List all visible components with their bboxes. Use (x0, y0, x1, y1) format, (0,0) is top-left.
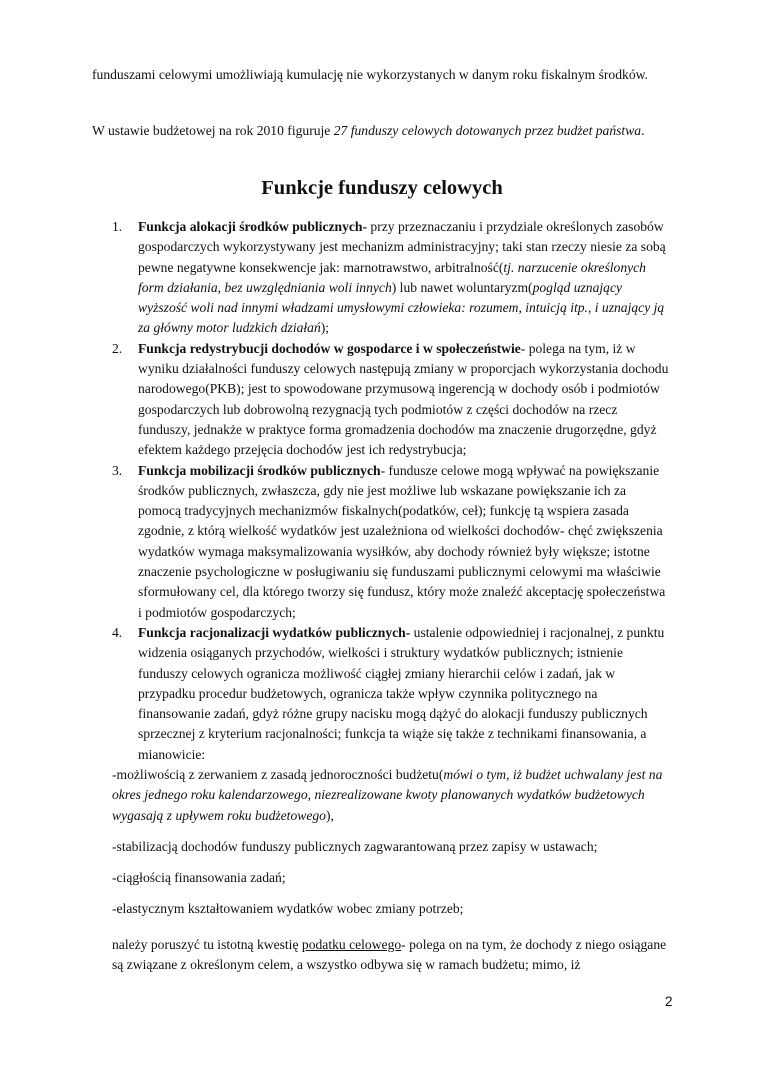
dash-italic: mówi o tym, iż budżet uchwalany jest na okres jednego roku kalendarzowego, niezrealizowane kwoty planowanych wydatków budżetowych wygasają z upływem roku budżetowego (112, 767, 663, 823)
item-text: - polega na tym, iż w wyniku działalności funduszy celowych następują zmiany w proporcjach wykorzystania dochodu narodowego(PKB); jest to spowodowane przymusową ingerencją w dochody osób i podmiotów gospodarczych lub dobrowolną rezygnacją tych podmiotów z części dochodów na rzecz funduszy, jednakże w praktyce forma gromadzenia dochodów ma znaczenie drugorzędne, gdyż efektem każdego przejęcia dochodów jest ich redystrybucja; (138, 340, 669, 458)
item-title: Funkcja redystrybucji dochodów w gospodarce i w społeczeństwie (138, 340, 521, 356)
intro-p2-italic: 27 funduszy celowych dotowanych przez budżet państwa (333, 123, 642, 138)
dash-text: -możliwością z zerwaniem z zasadą jednoroczności budżetu( (112, 767, 444, 782)
item-text: ); (320, 320, 330, 336)
list-number: 1. (112, 219, 123, 234)
section-heading: Funkcje funduszy celowych (261, 177, 503, 199)
functions-list (92, 217, 672, 765)
item-text: ustalenie odpowiedniej i racjonalnej, z punktu widzenia osiąganych przychodów, wielkości i struktury wydatków publicznych; istnienie funduszy celowych ogranicza możliwość ciągłej zmiany hierarchii celów i zadań, jak w przypadku procedur budżetowych, ogranicza także wpływ czynnika politycznego na finansowanie zadań, gdyż różne grupy nacisku mogą dążyć do alokacji funduszy publicznych sprzecznej z kryterium racjonalności; funkcja ta wiąże się także z technikami finansowania, a mianowicie: (138, 624, 665, 762)
closing-start: należy poruszyć tu istotną kwestię (112, 937, 302, 952)
list-item-rationalization (92, 623, 672, 765)
dash-end: ), (325, 807, 334, 823)
list-number: 3. (112, 462, 123, 478)
dash-text: -elastycznym kształtowaniem wydatków wobec zmiany potrzeb; (112, 901, 464, 916)
item-italic: pogląd uznający wyższość woli nad innymi władzami umysłowymi człowieka: rozumem, intuicją itp., i uznający ją za główny motor ludzkich działań (138, 279, 665, 336)
dash-item-stabilization (112, 837, 672, 857)
list-item-redistribution (92, 339, 672, 461)
intro-p2-end: . (641, 123, 645, 138)
list-item-mobilization (92, 461, 672, 623)
closing-rest: - polega on na tym, że dochody z niego osiągane są związane z określonym celem, a wszystko odbywa się w ramach budżetu; mimo, iż (112, 937, 667, 973)
intro-p2-text: W ustawie budżetowej na rok 2010 figuruje (92, 123, 334, 138)
dash-item-flexibility (112, 899, 672, 919)
item-title: Funkcja mobilizacji środków publicznych (138, 462, 381, 478)
intro-paragraph-1: funduszami celowymi umożliwiają kumulację nie wykorzystanych w danym roku fiskalnym środków. (92, 67, 648, 82)
dash-item-continuity (112, 868, 672, 888)
intro-paragraph-2 (92, 121, 672, 141)
item-title: Funkcja alokacji środków publicznych- (138, 219, 367, 234)
dash-text: -stabilizacją dochodów funduszy publicznych zagwarantowaną przez zapisy w ustawach; (112, 839, 598, 854)
closing-paragraph (112, 935, 672, 976)
item-italic: tj. narzucenie określonych form działania, bez uwzględniania woli innych (138, 259, 646, 295)
dash-paragraph (112, 765, 672, 826)
list-number: 4. (112, 624, 123, 640)
dash-item-annuality (112, 765, 672, 826)
item-text: ) lub nawet woluntaryzm( (391, 279, 533, 295)
item-title: Funkcja racjonalizacji wydatków publicznych- (138, 624, 411, 640)
dash-text: -ciągłością finansowania zadań; (112, 870, 286, 885)
list-number: 2. (112, 340, 123, 356)
page-number: 2 (665, 994, 673, 1009)
list-item-allocation (92, 217, 672, 339)
target-tax-link[interactable]: podatku celowego (301, 937, 402, 952)
item-text: - fundusze celowe mogą wpływać na powiększanie środków publicznych, zwłaszcza, gdy nie jest możliwe lub wskazane powiększanie ich za pomocą tradycyjnych mechanizmów fiskalnych(podatków, ceł); funkcję tą wspiera zasada zgodnie, z którą wielkość wydatków jest uzależniona od wielkości dochodów- chęć zwiększenia wydatków wymaga maksymalizowania wysiłków, aby dochody również były większe; istotne znaczenie psychologiczne w posługiwaniu się funduszami publicznymi celowymi ma właściwie sformułowany cel, dla którego tworzy się fundusz, który może znaleźć akceptację społeczeństwa i podmiotów gospodarczych; (138, 462, 666, 620)
item-text: przy przeznaczaniu i przydziale określonych zasobów gospodarczych wykorzystywany jest mechanizm administracyjny; taki stan rzeczy niesie za sobą pewne negatywne konsekwencje jak: marnotrawstwo, arbitralność( (138, 219, 666, 275)
